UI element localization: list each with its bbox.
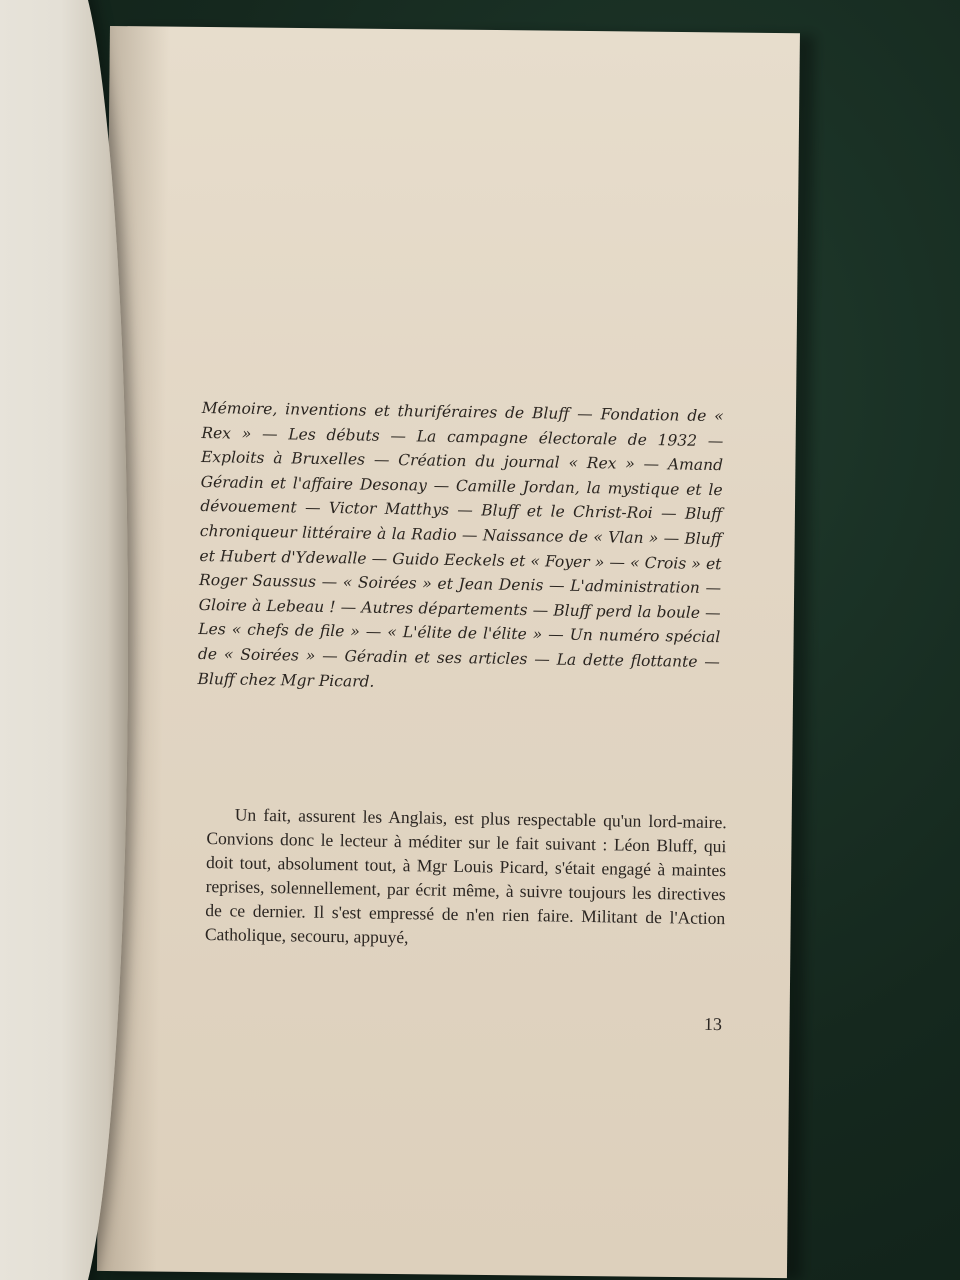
page-number: 13 [703, 1013, 723, 1035]
body-paragraph: Un fait, assurent les Anglais, est plus respectable qu'un lord-maire. Convions donc le lecteur à méditer sur le fait suivant : Léon Bluff, qui doit tout, absolument tout, à Mgr Louis Picard, s'était engagé à maintes reprises, solennellement, par écrit même, à suivre toujours les directives de ce dernier. Il s'est empressé de n'en rien faire. Militant de l'Action Catholique, secouru, appuyé, [204, 804, 727, 948]
left-page-edge [0, 0, 128, 1280]
chapter-summary: Mémoire, inventions et thuriféraires de Bluff — Fondation de « Rex » — Les débuts — La campagne électorale de 1932 — Exploits à Bruxelles — Création du journal « Rex » — Amand Géradin et l'affaire Desonay — Camille Jordan, la mystique et le dévouement — Victor Matthys — Bluff et le Christ-Roi — Bluff chroniqueur littéraire à la Radio — Naissance de « Vlan » — Bluff et Hubert d'Ydewalle — Guido Eeckels et « Foyer » — « Crois » et Roger Saussus — « Soirées » et Jean Denis — L'administration — Gloire à Lebeau ! — Autres départements — Bluff perd la boule — Les « chefs de file » — « L'élite de l'élite » — Un numéro spécial de « Soirées » — Géradin et ses articles — La dette flottante — Bluff chez Mgr Picard. [197, 398, 724, 691]
